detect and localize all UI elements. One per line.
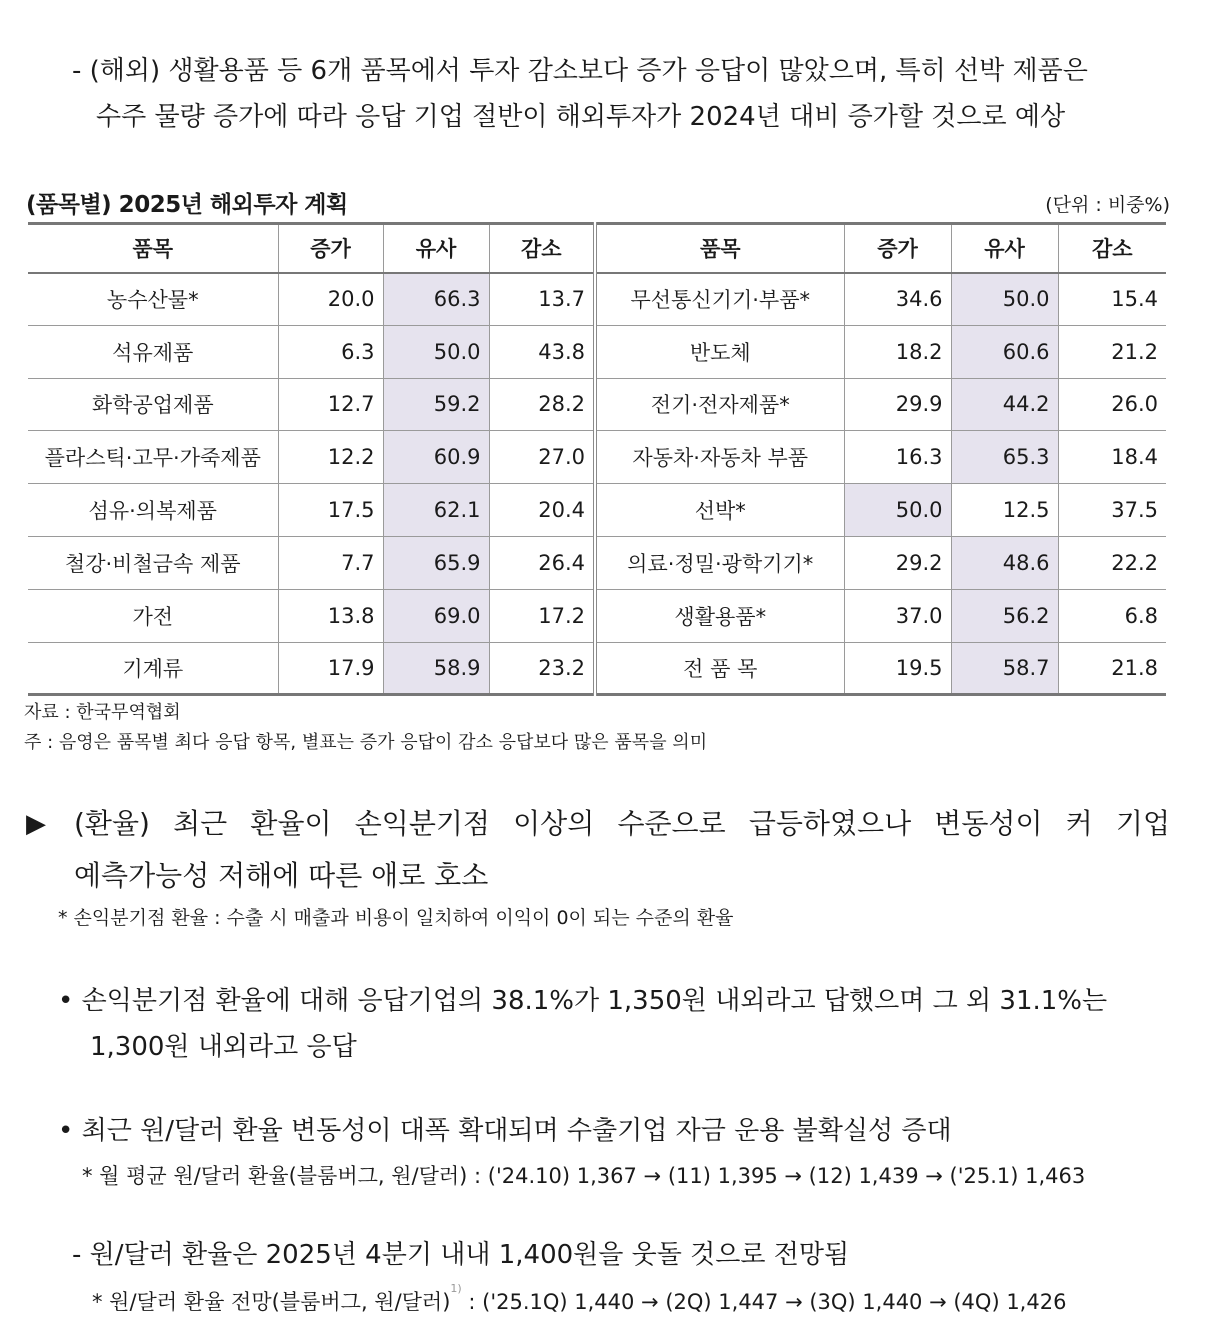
bullet-volatility: • 최근 원/달러 환율 변동성이 대폭 확대되며 수출기업 자금 운용 불확실성 증대 [58,1116,952,1146]
right-similar-value: 44.2 [951,378,1058,431]
left-similar-value: 62.1 [383,484,489,537]
left-similar-value: 59.2 [383,378,489,431]
monthly-exchange-rate-note: * 월 평균 원/달러 환율(블룸버그, 원/달러) : ('24.10) 1,367 → (11) 1,395 → (12) 1,439 → ('25.1) 1,463 [82,1164,1086,1188]
left-decrease-value: 28.2 [489,378,595,431]
left-similar-value: 69.0 [383,589,489,642]
left-increase-value: 17.9 [278,642,383,695]
forecast-note-values: : ('25.1Q) 1,440 → (2Q) 1,447 → (3Q) 1,440 → (4Q) 1,426 [461,1290,1067,1314]
header-similar-right: 유사 [951,224,1058,273]
left-increase-value: 12.2 [278,431,383,484]
right-decrease-value: 18.4 [1058,431,1166,484]
table-row [28,536,1166,589]
intro-paragraph [72,48,1172,140]
right-similar-value: 60.6 [951,325,1058,378]
overseas-investment-table [28,222,1166,696]
bullet-breakeven-rate [58,978,1170,1070]
left-decrease-value: 13.7 [489,273,595,326]
left-similar-value: 66.3 [383,273,489,326]
left-item-name: 가전 [28,589,278,642]
table-title: (품목별) 2025년 해외투자 계획 [26,192,348,218]
right-increase-value: 29.2 [844,536,951,589]
right-similar-value: 56.2 [951,589,1058,642]
header-increase-right: 증가 [844,224,951,273]
right-similar-value: 58.7 [951,642,1058,695]
bullet-breakeven-line-1: • 손익분기점 환율에 대해 응답기업의 38.1%가 1,350원 내외라고 답했으며 그 외 31.1%는 [58,986,1108,1016]
right-item-name: 선박* [595,484,844,537]
header-decrease-right: 감소 [1058,224,1166,273]
source-line: 자료 : 한국무역협회 [24,702,181,723]
table-row [28,642,1166,695]
left-increase-value: 12.7 [278,378,383,431]
right-decrease-value: 6.8 [1058,589,1166,642]
left-decrease-value: 27.0 [489,431,595,484]
section-heading-line-1: (환율) 최근 환율이 손익분기점 이상의 수준으로 급등하였으나 변동성이 커 기업 [74,807,1170,840]
right-increase-value: 34.6 [844,273,951,326]
right-decrease-value: 15.4 [1058,273,1166,326]
breakeven-definition-note: * 손익분기점 환율 : 수출 시 매출과 비용이 일치하여 이익이 0이 되는 수준의 환율 [58,907,734,929]
right-increase-value: 19.5 [844,642,951,695]
table-caption [26,186,1170,220]
left-similar-value: 60.9 [383,431,489,484]
right-item-name: 의료·정밀·광학기기* [595,536,844,589]
header-increase-left: 증가 [278,224,383,273]
right-item-name: 생활용품* [595,589,844,642]
left-increase-value: 13.8 [278,589,383,642]
table-source-notes [24,698,707,758]
left-item-name: 섬유·의복제품 [28,484,278,537]
left-item-name: 플라스틱·고무·가죽제품 [28,431,278,484]
bullet-breakeven-line-2: 1,300원 내외라고 응답 [90,1032,357,1062]
right-item-name: 반도체 [595,325,844,378]
right-item-name: 전기·전자제품* [595,378,844,431]
section-heading-line-2: 예측가능성 저해에 따른 애로 호소 [74,859,489,892]
intro-line-1: - (해외) 생활용품 등 6개 품목에서 투자 감소보다 증가 응답이 많았으며, 특히 선박 제품은 [72,56,1088,86]
left-decrease-value: 43.8 [489,325,595,378]
left-increase-value: 7.7 [278,536,383,589]
right-increase-value: 18.2 [844,325,951,378]
left-similar-value: 65.9 [383,536,489,589]
header-item-left: 품목 [28,224,278,273]
left-decrease-value: 20.4 [489,484,595,537]
right-similar-value: 50.0 [951,273,1058,326]
right-item-name: 전 품 목 [595,642,844,695]
table-row [28,273,1166,326]
right-decrease-value: 26.0 [1058,378,1166,431]
left-item-name: 화학공업제품 [28,378,278,431]
right-increase-value: 29.9 [844,378,951,431]
right-item-name: 자동차·자동차 부품 [595,431,844,484]
right-similar-value: 48.6 [951,536,1058,589]
footnote-reference: 1) [450,1282,462,1295]
table-row [28,484,1166,537]
table-row [28,431,1166,484]
right-decrease-value: 21.8 [1058,642,1166,695]
left-increase-value: 6.3 [278,325,383,378]
intro-line-2: 수주 물량 증가에 따라 응답 기업 절반이 해외투자가 2024년 대비 증가할 것으로 예상 [96,102,1066,132]
header-decrease-left: 감소 [489,224,595,273]
left-similar-value: 58.9 [383,642,489,695]
right-item-name: 무선통신기기·부품* [595,273,844,326]
right-decrease-value: 21.2 [1058,325,1166,378]
table-row [28,589,1166,642]
header-item-right: 품목 [595,224,844,273]
right-increase-value: 16.3 [844,431,951,484]
section-heading [26,798,1170,902]
right-increase-value: 37.0 [844,589,951,642]
left-item-name: 철강·비철금속 제품 [28,536,278,589]
left-decrease-value: 23.2 [489,642,595,695]
right-increase-value: 50.0 [844,484,951,537]
left-increase-value: 20.0 [278,273,383,326]
left-decrease-value: 26.4 [489,536,595,589]
right-decrease-value: 22.2 [1058,536,1166,589]
left-similar-value: 50.0 [383,325,489,378]
table-header-row [28,224,1166,273]
left-decrease-value: 17.2 [489,589,595,642]
left-item-name: 석유제품 [28,325,278,378]
table-unit: (단위 : 비중%) [1045,194,1170,216]
table-row [28,325,1166,378]
exchange-rate-forecast-note [92,1282,1067,1316]
left-item-name: 농수산물* [28,273,278,326]
exchange-rate-forecast-item: - 원/달러 환율은 2025년 4분기 내내 1,400원을 웃돌 것으로 전망됨 [72,1240,850,1270]
triangle-bullet-icon: ▶ [26,809,46,839]
table-row [28,378,1166,431]
note-line: 주 : 음영은 품목별 최다 응답 항목, 별표는 증가 응답이 감소 응답보다 많은 품목을 의미 [24,732,708,753]
forecast-note-label: * 원/달러 환율 전망(블룸버그, 원/달러) [92,1290,451,1314]
right-decrease-value: 37.5 [1058,484,1166,537]
left-increase-value: 17.5 [278,484,383,537]
right-similar-value: 65.3 [951,431,1058,484]
left-item-name: 기계류 [28,642,278,695]
right-similar-value: 12.5 [951,484,1058,537]
header-similar-left: 유사 [383,224,489,273]
